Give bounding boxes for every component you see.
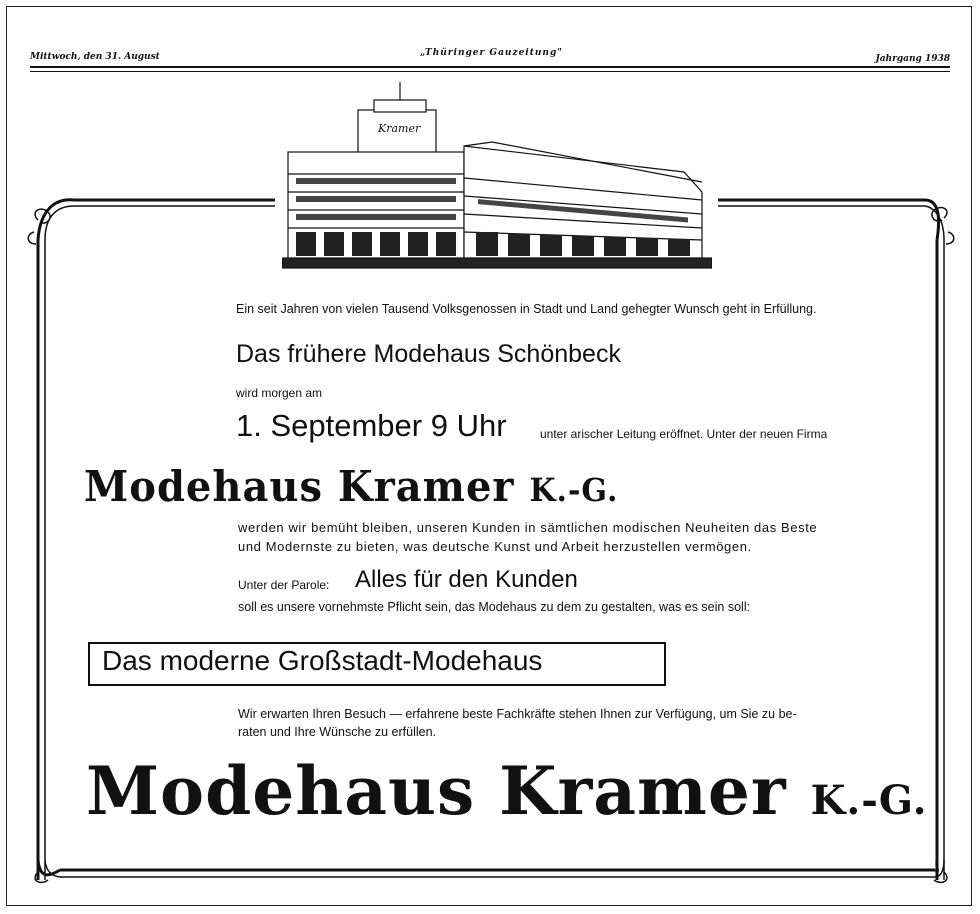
body-paragraph-1 bbox=[238, 518, 817, 556]
brand-suffix: K.-G. bbox=[810, 777, 928, 824]
opening-text: unter arischer Leitung eröffnet. Unter der neuen Firma bbox=[540, 427, 828, 441]
brand-name: Modehaus Kramer bbox=[86, 752, 787, 830]
masthead-date: Mittwoch, den 31. August bbox=[30, 52, 160, 62]
body2-line2: raten und Ihre Wünsche zu erfüllen. bbox=[238, 725, 437, 739]
brand-name-bottom bbox=[86, 752, 928, 830]
store-building-illustration bbox=[282, 82, 712, 272]
parole-label: Unter der Parole: bbox=[238, 578, 330, 592]
brand-suffix: K.-G. bbox=[529, 472, 619, 510]
brand-name: Modehaus Kramer bbox=[84, 462, 515, 512]
masthead-paper: „Thüringer Gauzeitung" bbox=[420, 48, 563, 58]
masthead-volume: Jahrgang 1938 bbox=[875, 54, 950, 64]
intro-text: Ein seit Jahren von vielen Tausend Volksgenossen in Stadt und Land gehegter Wunsch geht in Erfüllung. bbox=[236, 302, 817, 316]
body1-line1: werden wir bemüht bleiben, unseren Kunden in sämtlichen modischen Neuheiten das Beste bbox=[238, 520, 818, 535]
opening-date: 1. September 9 Uhr bbox=[236, 408, 507, 443]
building-sign: Kramer bbox=[378, 122, 421, 135]
parole-slogan: Alles für den Kunden bbox=[355, 566, 578, 593]
body2-line1: Wir erwarten Ihren Besuch — erfahrene beste Fachkräfte stehen Ihnen zur Verfügung, um Sie zu be- bbox=[238, 707, 797, 721]
boxed-slogan: Das moderne Großstadt-Modehaus bbox=[102, 645, 543, 676]
body1-line2: und Modernste zu bieten, was deutsche Kunst und Arbeit herzustellen vermögen. bbox=[238, 539, 752, 554]
brand-name-top bbox=[84, 462, 618, 511]
body-paragraph-2 bbox=[238, 705, 797, 741]
duty-text: soll es unsere vornehmste Pflicht sein, das Modehaus zu dem zu gestalten, was es sein soll: bbox=[238, 600, 751, 614]
headline: Das frühere Modehaus Schönbeck bbox=[236, 340, 621, 368]
tomorrow-text: wird morgen am bbox=[236, 386, 323, 400]
